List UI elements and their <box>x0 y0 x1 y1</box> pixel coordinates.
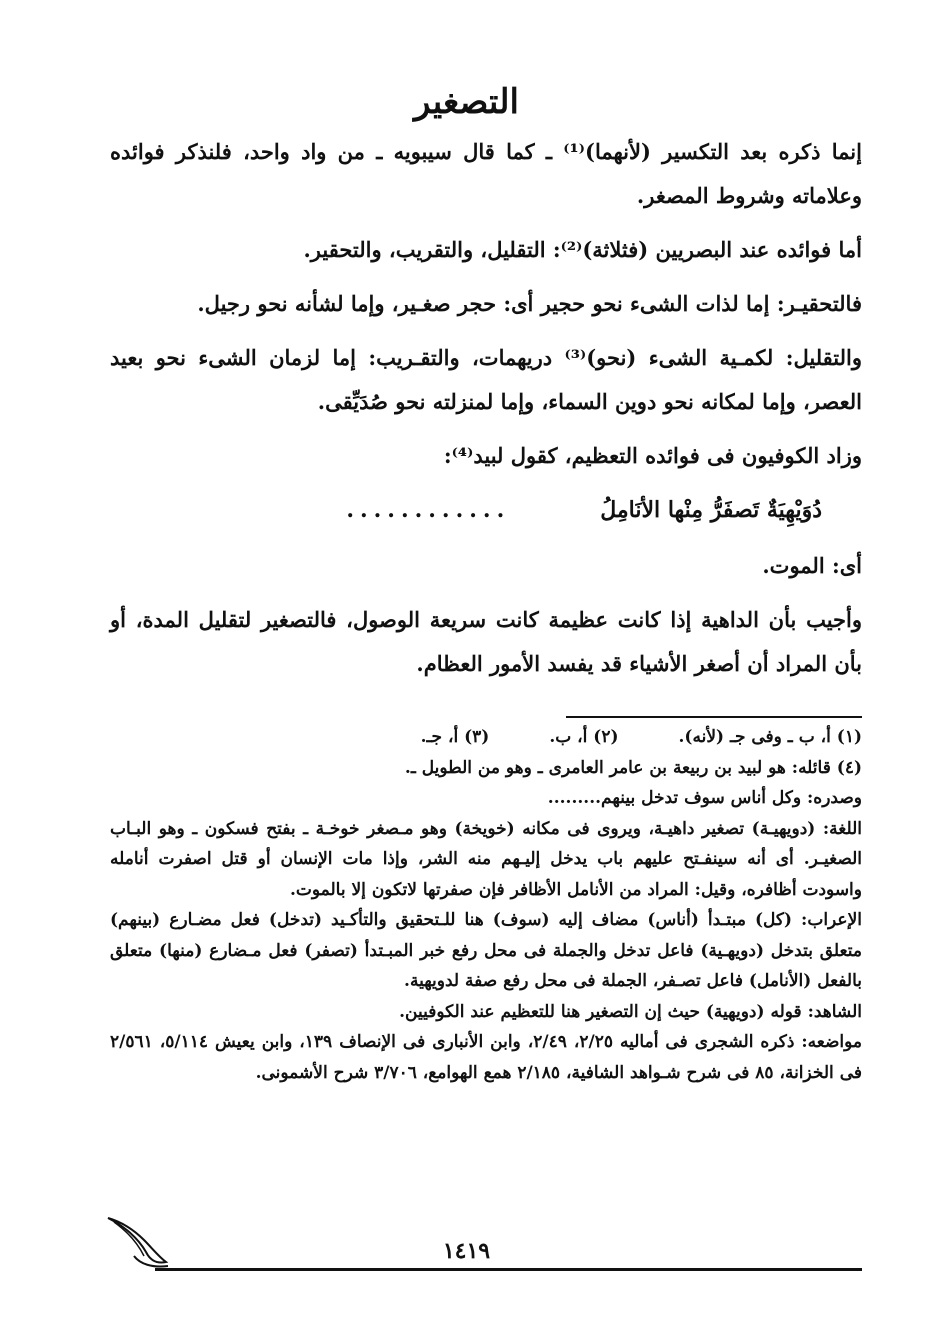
footnote-line: الشاهد: قوله (دويهية) حيث إن التصغير هنا للتعظيم عند الكوفيين. <box>399 1001 862 1022</box>
paragraph: أى: الموت. <box>762 553 862 578</box>
poetry-verse <box>110 488 862 532</box>
verse-hemistich: دُوَيْهِيَةٌ تَصفَرُّ مِنْها الأنَامِلُ <box>600 497 822 523</box>
page-title: التصغير <box>414 82 519 122</box>
paragraph: وأجيب بأن الداهية إذا كانت عظيمة كانت سريعة الوصول، فالتصغير لتقليل المدة، أو بأن المراد أن أصغر الأشياء قد يفسد الأمور العظام. <box>110 607 862 676</box>
paragraph: والتقليل: لكمـية الشىء (نحو)⁽³⁾ دريهمات، والتقـريب: إما لزمان الشىء نحو بعيد العصر، وإما لمكانه نحو دوين السماء، وإما لمنزلته نحو صُدَيِّقى. <box>110 345 862 414</box>
main-text <box>110 130 862 696</box>
footnote-row <box>110 722 862 753</box>
footnote: (١) أ، ب ـ وفى جـ (لأنه). <box>678 727 862 747</box>
page-number: ١٤١٩ <box>442 1238 491 1264</box>
bottom-rule <box>155 1268 862 1271</box>
footnote-line: اللغة: (دويهيـة) تصغير داهيـة، ويروى فى مكانه (خويخة) وهو مـصغر خوخـة ـ بفتح فسكون ـ وهو البـاب الصغيـر. أى أنه سينفـتح عليهم باب يدخل إليـهم منه الشر، وإذا مات الإنسان أو قتل اصفرت أنامله واسودت أظافره، وقيل: المراد من الأنامل الأظافر فإن صفرتها لاتكون إلا بالموت. <box>110 818 862 900</box>
paragraph: أما فوائده عند البصريين (فثلاثة)⁽²⁾: التقليل، والتقريب، والتحقير. <box>303 237 862 262</box>
footnote-line: وصدره: وكل أناس سوف تدخل بينهم......... <box>547 788 862 808</box>
footnote: (٢) أ، ب. <box>549 727 619 747</box>
paragraph: إنما ذكره بعد التكسير (لأنهما)⁽¹⁾ ـ كما قال سيبويه ـ من واد واحد، فلنذكر فوائده وعلاماته وشروط المصغر. <box>110 139 862 208</box>
paragraph: فالتحقيـر: إما لذات الشىء نحو حجير أى: حجر صغـير، وإما لشأنه نحو رجيل. <box>197 291 862 316</box>
paragraph: وزاد الكوفيون فى فوائده التعظيم، كقول لبيد⁽⁴⁾: <box>443 443 862 468</box>
footnote-line: الإعراب: (كل) مبتـدأ (أناس) مضاف إليه (سوف) هنا للـتحقيق والتأكـيد (تدخل) فعل مضـارع (بينهم) متعلق بتدخل (دويهـية) فاعل تدخل والجملة فى محل رفع خبر المبـتدأ (تصفر) فعل مـضارع (منها) متعلق بالفعل (الأنامل) فاعل تصـفر، الجملة فى محل رفع صفة لدويهية. <box>110 910 862 991</box>
footnotes <box>110 722 862 1088</box>
footnote: (٣) أ، جـ. <box>420 727 490 747</box>
footnote-line: مواضعه: ذكره الشجرى فى أماليه ٢/٢٥، ٢/٤٩، وابن الأنبارى فى الإنصاف ١٣٩، وابن يعيش ٥/١١٤، ٢/٥٦١ فى الخزانة، ٨٥ فى شرح شـواهد الشافية، ٢/١٨٥ همع الهوامع، ٣/٧٠٦ شرح الأشمونى. <box>110 1032 863 1083</box>
footnote: (٤) قائله: هو لبيد بن ربيعة بن عامر العامرى ـ وهو من الطويل ـ. <box>404 757 862 778</box>
verse-ellipsis: ............ <box>346 497 511 523</box>
footnote-separator <box>566 716 862 718</box>
